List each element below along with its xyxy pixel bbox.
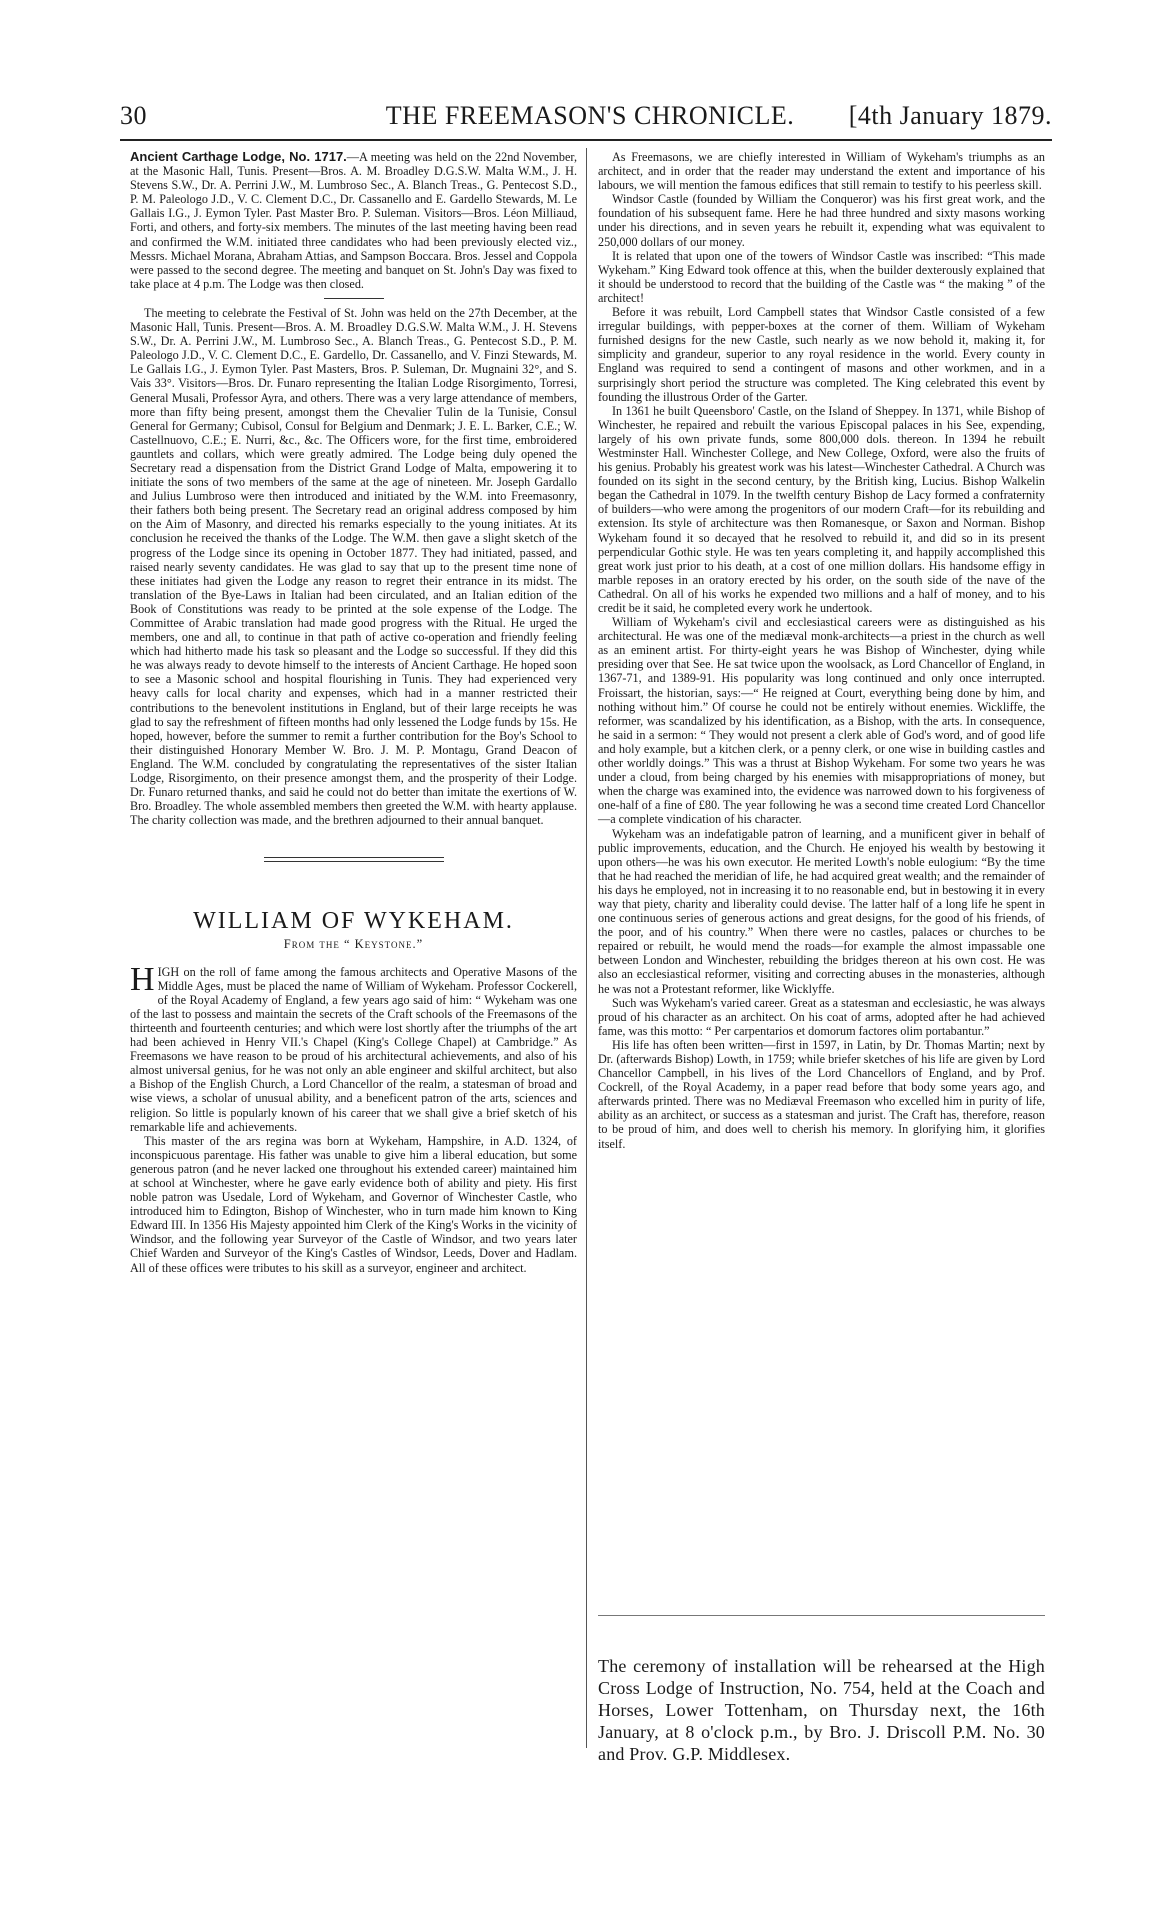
article-paragraph: Such was Wykeham's varied career. Great as a statesman and ecclesiastic, he was always proud of his character as an architect. On his coat of arms, adopted after he had achieved fame, was this motto: “ Per carpentarios et domorum factores olim portabantur.” <box>598 995 1045 1038</box>
article-paragraph: William of Wykeham's civil and ecclesiastical careers were as distinguished as his architectural. He was one of the mediæval monk-architects—a priest in the church as well as an eminent artist. For thirty-eight years he was Bishop of Winchester, dying while presiding over that See. He sat twice upon the woolsack, as Lord Chancellor of England, in 1367-71, and 1389-91. His popularity was long continued and only once interrupted. Froissart, the historian, says:—“ He reigned at Court, everything being done by him, and nothing without him.” Of course he could not be entirely without enemies. Wickliffe, the reformer, was scandalized by his identification, as a Bishop, with the arts. In consequence, he said in a sermon: “ They would not present a clerk able of God's word, and of good life and holy example, but a kitchen clerk, or a penny clerk, or one wise in building castles and other worldly doings.” This was a thrust at Bishop Wykeham. For some two years he was under a cloud, from being charged by his enemies with misappropriations of money, but when the charge was examined into, the evidence was narrowed down to his forgiveness of one-half of a fine of £80. The year following he was a second time created Lord Chancellor—a complete vindication of his character. <box>598 615 1045 827</box>
masthead-rule <box>120 139 1052 141</box>
article-paragraph <box>130 960 577 1134</box>
lodge-report-paragraph <box>130 150 577 291</box>
article-separator <box>264 857 444 862</box>
article-paragraph: This master of the ars regina was born at Wykeham, Hampshire, in A.D. 1324, of inconspicuous parentage. His father was unable to give him a liberal education, but some generous patron (and he never lacked one throughout his extended career) maintained him at school at Winchester, where he gave early evidence both of ability and piety. His first noble patron was Usedale, Lord of Wykeham, and Governor of Winchester Castle, who introduced him to Edington, Bishop of Winchester, who in turn made him known to King Edward III. In 1356 His Majesty appointed him Clerk of the King's Works in the vicinity of Windsor, and the following year Surveyor of the Castle of Windsor, and two years later Chief Warden and Surveyor of the King's Castles of Windsor, Leeds, Dover and Hadlam. All of these offices were tributes to his skill as a surveyor, engineer and architect. <box>130 1133 577 1275</box>
paper-title: THE FREEMASON'S CHRONICLE. <box>385 101 795 130</box>
article-paragraph: It is related that upon one of the towers of Windsor Castle was inscribed: “This made Wykeham.” King Edward took offence at this, when the builder dexterously explained that it should be understood to record that the building of the Castle was “ the making ” of the architect! <box>598 248 1045 305</box>
article-paragraph: Windsor Castle (founded by William the Conqueror) was his first great work, and the foundation of his subsequent fame. Here he had three hundred and sixty masons working under his directions, and in seven years he rebuilt it, expending what was equivalent to 250,000 dollars of our money. <box>598 192 1045 249</box>
article-source: From the “ Keystone.” <box>283 936 424 951</box>
lodge-report-text: —A meeting was held on the 22nd November, at the Masonic Hall, Tunis. Present—Bros. A. M. Broadley D.G.S.W. Malta W.M., J. H. Stevens S.W., Dr. A. Perrini J.W., M. Lumbroso Sec., A. Blanch Treas., G. Pentecost S.D., P. M. Paleologo J.D., V. C. Clement D.C., Dr. Cassanello and E. Gardello Stewards, M. Le Gallais I.G., J. Eymon Tyler. Past Master Bro. P. Suleman. Visitors—Bros. Léon Milliaud, Forti, and others, and forty-six members. The minutes of the last meeting having been read and confirmed the W.M. initiated three candidates who had been previously elected viz., Messrs. Michael Morana, Abraham Attias, and Sampson Boccara. Bros. Jessel and Coppola were passed to the second degree. The meeting and banquet on St. John's Day was fixed to take place at 4 p.m. The Lodge was then closed. <box>130 150 578 291</box>
drop-cap: H <box>130 960 155 998</box>
lodge-notice: The ceremony of installation will be rehearsed at the High Cross Lodge of Instruction, No. 754, held at the Coach and Horses, Lower Tottenham, on Thursday next, the 16th January, at 8 o'clock p.m., by Bro. J. Driscoll P.M. No. 30 and Prov. G.P. Middlesex. <box>598 1656 1045 1764</box>
left-column <box>130 150 577 1275</box>
section-rule <box>324 298 384 299</box>
issue-date: [4th January 1879. <box>848 101 1052 130</box>
column-divider <box>586 148 587 1748</box>
right-column <box>598 150 1045 1151</box>
article-paragraph: Wykeham was an indefatigable patron of learning, and a munificent giver in behalf of public improvements, education, and the Church. He enjoyed his wealth by bestowing it upon others—he was his own executor. He merited Lowth's noble eulogium: “By the time that he had reached the meridian of life, he had acquired great wealth; and the remainder of his days he employed, not in increasing it to no reasonable end, but in bestowing it in every way that piety, charity and liberality could devise. The latter half of a long life he spent in one continuous series of generous actions and great designs, for the good of his friends, of the poor, and of his country.” When there were no castles, palaces or churches to be repaired or rebuilt, he would mend the roads—for example the almost impassable one between London and Winchester, rebuilding the bridges thereon at his own cost. He was also an ecclesiastical reformer, visiting and correcting abuses in the monasteries, although he was not a Protestant reformer, like Wicklyffe. <box>598 826 1045 996</box>
notice-rule <box>598 1615 1045 1616</box>
article-paragraph: His life has often been written—first in 1597, in Latin, by Dr. Thomas Martin; next by Dr. (afterwards Bishop) Lowth, in 1759; while briefer sketches of his life are given by Lord Chancellor Campbell, in his lives of the Lord Chancellors of England, and by Prof. Cockrell, of the Royal Academy, in a paper read before that body some years ago, and afterwards printed. There was no Mediæval Freemason who excelled him in purity of life, ability as an architect, or success as a statesman and jurist. The Craft has, therefore, reason to be proud of him, and does well to cherish his memory. In glorifying him, it glorifies itself. <box>598 1037 1045 1151</box>
article-paragraph: As Freemasons, we are chiefly interested in William of Wykeham's triumphs as an architect, and in order that the reader may understand the extent and importance of his labours, we will mention the famous edifices that still remain to testify to his peerless skill. <box>598 150 1045 193</box>
lodge-report-paragraph: The meeting to celebrate the Festival of St. John was held on the 27th December, at the Masonic Hall, Tunis. Present—Bros. A. M. Broadley D.G.S.W. Malta W.M., J. H. Stevens S.W., Dr. A. Perrini J.W., M. Lumbroso Sec., A. Blanch Treas., G. Pentecost S.D., P. M. Paleologo J.D., V. C. Clement D.C., E. Gardello, Dr. Cassanello, and V. Finzi Stewards, M. Le Gallais I.G., J. Eymon Tyler. Past Masters, Bros. P. Suleman, Dr. Mugnaini 32°, and S. Vais 33°. Visitors—Bros. Dr. Funaro representing the Italian Lodge Risorgimento, Torresi, General Musali, Professor Ayra, and others. There was a very large attendance of members, more than fifty being present, amongst them the Chevalier Tulin de la Tunisie, Consul General for Germany; Cubisol, Consul for Belgium and Denmark; J. E. L. Barker, C.E.; W. Castellnuovo, C.E.; E. Nurri, &c., &c. The Officers wore, for the first time, embroidered gauntlets and collars, which were greatly admired. The Lodge being duly opened the Secretary read a dispensation from the District Grand Lodge of Malta, empowering it to initiate the sons of two members of the same at the age of nineteen. Mr. Joseph Gardallo and Julius Lumbroso were then introduced and initiated by the W.M. into Freemasonry, their fathers both being present. The Secretary read an original address composed by him on the Aim of Masonry, and directed his remarks especially to the young initiates. At its conclusion he received the thanks of the Lodge. The W.M. then gave a slight sketch of the progress of the Lodge since its opening in October 1877. They had initiated, passed, and raised nearly seventy candidates. He was glad to say that up to the present time none of these initiates had given the Lodge any reason to regret their entrance in its midst. The translation of the Bye-Laws in Italian had been circulated, and an Italian edition of the Book of Constitutions was ready to be printed at the sole expense of the Lodge. The Committee of Arabic translation had made good progress with the Ritual. He urged the members, one and all, to continue in that path of active co-operation and friendly feeling which had hitherto made his task so pleasant and the Lodge so successful. If they did this he was always ready to devote himself to the interests of Ancient Carthage. He hoped soon to see a Masonic school and hospital flourishing in Tunis. They had experienced very heavy calls for local charity and expenses, which had in a manner restricted their contributions to the benevolent institutions in England, but of their large receipts he was glad to say the refreshment of fifteen months had only lessened the Lodge funds by 15s. He hoped, however, before the summer to remit a further contribution for the Boy's School to their distinguished Honorary Member W. Bro. J. M. P. Montagu, Grand Deacon of England. The W.M. concluded by congratulating the representatives of the sister Italian Lodge, Risorgimento, on their presence amongst them, and the prosperity of their Lodge. Dr. Funaro returned thanks, and said he could not do better than imitate the exertions of W. Bro. Broadley. The whole assembled members then greeted the W.M. with hearty applause. The charity collection was made, and the brethren adjourned to their annual banquet. <box>130 305 577 828</box>
masthead <box>120 95 1052 139</box>
page-number: 30 <box>120 101 147 130</box>
article-paragraph: In 1361 he built Queensboro' Castle, on the Island of Sheppey. In 1371, while Bishop of Winchester, he repaired and rebuilt the various Episcopal palaces in his See, expending, largely of his own private funds, some 800,000 dols. thereon. In 1394 he rebuilt Westminster Hall. Winchester College, and New College, Oxford, were also the fruits of his genius. Probably his greatest work was his latest—Winchester Cathedral. A Church was founded on its sight in the second century, by the British king, Lucius. Bishop Walkelin began the Cathedral in 1079. In the twelfth century Bishop de Lacy formed a confraternity of builders—who were among the progenitors of our modern Craft—for its rebuilding and extension. Its style of architecture was then Romanesque, or Saxon and Norman. Bishop Wykeham found it so decayed that he resolved to rebuild it, and did so in its present perpendicular Gothic style. He was ten years completing it, and happily accomplished this great work just prior to his death, at a cost of one million dollars. His handsome effigy in marble reposes in an oratory erected by his order, on the south side of the nave of the Cathedral. On all of his works he expended two millions and a half of money, and to his credit be it said, he completed every work he undertook. <box>598 403 1045 615</box>
article-paragraph: Before it was rebuilt, Lord Campbell states that Windsor Castle consisted of a few irregular buildings, with pepper-boxes at the corner of them. William of Wykeham furnished designs for the new Castle, such nearly as we now behold it, making it, for simplicity and grandeur, superior to any royal residence in the world. Every county in England was required to send a contingent of masons and other workmen, and in a surprisingly short period the structure was completed. The King celebrated this event by founding the illustrous Order of the Garter. <box>598 305 1045 404</box>
article-paragraph-text: IGH on the roll of fame among the famous architects and Operative Masons of the Middle Ages, must be placed the name of William of Wykeham. Professor Cockerell, of the Royal Academy of England, a few years ago said of him: “ Wykeham was one of the last to possess and maintain the secrets of the Craft schools of the Freemasons of the thirteenth and fourteenth centuries; and which were lost shortly after the triumphs of the art had been achieved in Henry VII.'s Chapel (King's College Chapel) at Cambridge.” As Freemasons we have reason to be proud of his architectural achievements, and also of his almost universal genius, for he was not only an able engineer and skilful architect, but also a Bishop of the English Church, a Lord Chancellor of the realm, a statesman of broad and wise views, a scholar of unusual ability, and a beneficent patron of the arts, sciences and religion. So little is popularly known of his career that we shall give a brief sketch of his remarkable life and achievements. <box>130 964 577 1134</box>
article-title: WILLIAM OF WYKEHAM. <box>193 908 514 935</box>
lodge-report-heading: Ancient Carthage Lodge, No. 1717. <box>130 149 347 164</box>
